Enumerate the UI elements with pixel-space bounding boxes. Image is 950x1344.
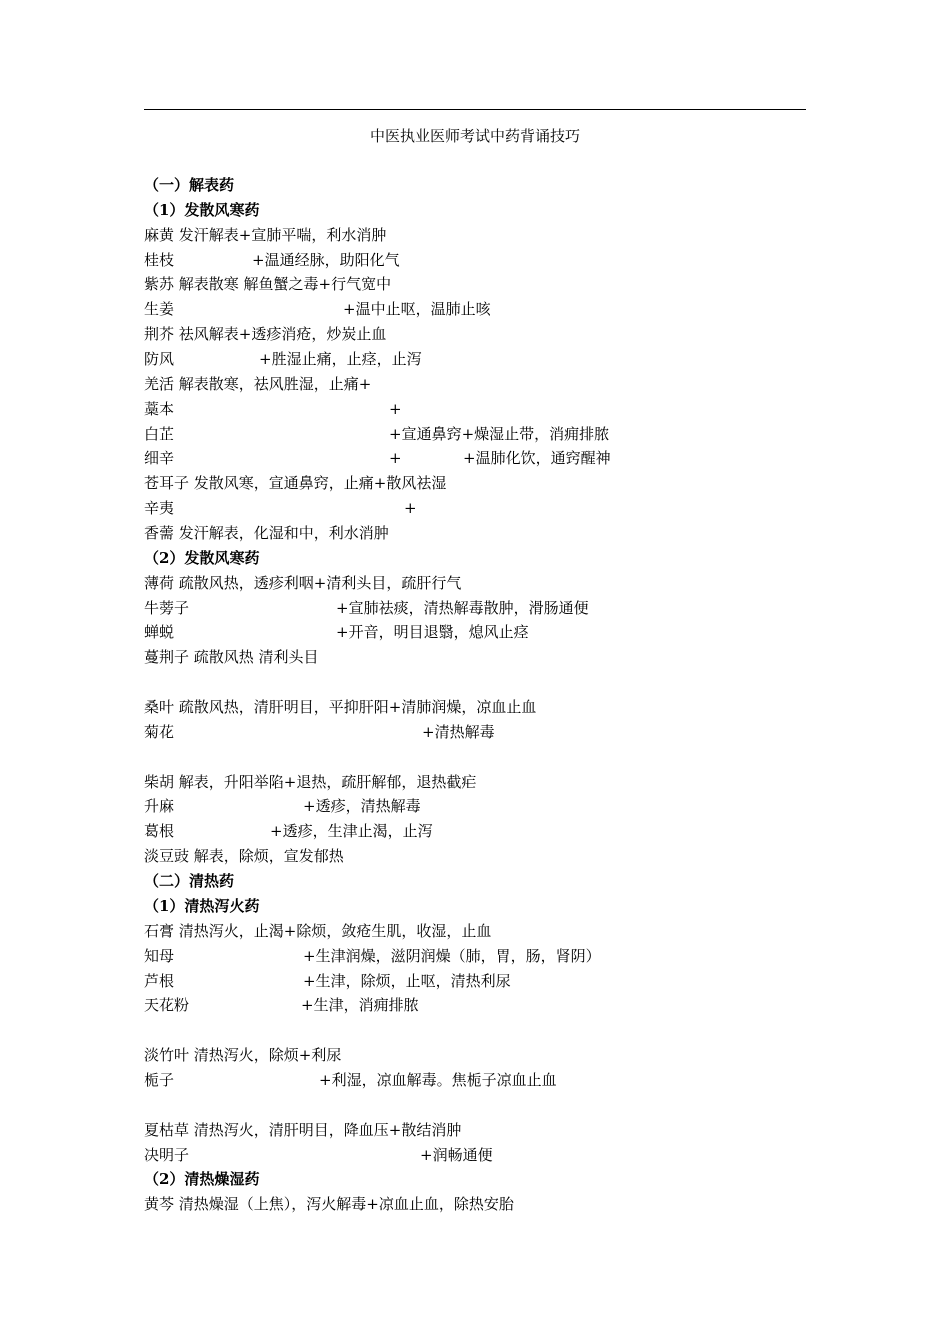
text-line (144, 422, 824, 447)
line-continuation: +透疹，生津止渴，止泻 (270, 822, 433, 841)
line-segment: （2）发散风寒药 (144, 548, 260, 567)
line-continuation: +透疹，清热解毒 (303, 797, 421, 816)
line-segment: 香薷 发汗解表，化湿和中，利水消肿 (144, 524, 389, 543)
text-line (144, 1192, 824, 1217)
line-segment: （1）清热泻火药 (144, 896, 260, 915)
line-segment: 防风 (144, 350, 175, 369)
line-segment: 桂枝 (144, 250, 175, 269)
text-line (144, 993, 824, 1018)
text-line (144, 620, 824, 645)
line-segment: 薄荷 疏散风热，透疹利咽+清利头目，疏肝行气 (144, 573, 462, 592)
line-segment: 白芷 (144, 424, 175, 443)
line-segment: 天花粉 (144, 996, 190, 1015)
line-continuation: + (404, 499, 417, 518)
line-continuation: +温通经脉，助阳化气 (252, 250, 400, 269)
line-continuation: +宣肺祛痰，清热解毒散肿，滑肠通便 (336, 598, 589, 617)
line-continuation: +润畅通便 (420, 1145, 493, 1164)
document-body (144, 173, 824, 1217)
line-segment: 知母 (144, 946, 175, 965)
text-line (144, 1043, 824, 1068)
line-continuation: +温中止呕，温肺止咳 (343, 300, 491, 319)
text-line (144, 919, 824, 944)
line-segment: 苍耳子 发散风寒，宣通鼻窍，止痛+散风祛湿 (144, 474, 447, 493)
line-segment: 石膏 清热泻火，止渴+除烦，敛疮生肌，收湿，止血 (144, 921, 492, 940)
section-heading (144, 869, 824, 894)
line-segment: （二）清热药 (144, 872, 235, 891)
text-line (144, 223, 824, 248)
text-line (144, 496, 824, 521)
line-segment: 藁本 (144, 399, 175, 418)
text-line (144, 1118, 824, 1143)
line-segment: 紫苏 解表散寒 解鱼蟹之毒+行气宽中 (144, 275, 392, 294)
text-line (144, 521, 824, 546)
text-line (144, 372, 824, 397)
line-segment: （2）清热燥湿药 (144, 1170, 260, 1189)
line-continuation: +生津润燥，滋阴润燥（肺，胃，肠，肾阴） (303, 946, 601, 965)
text-line (144, 248, 824, 273)
line-continuation: + (389, 399, 402, 418)
text-line (144, 272, 824, 297)
line-segment: 升麻 (144, 797, 175, 816)
line-continuation: +温肺化饮，通窍醒神 (463, 449, 611, 468)
text-line (144, 297, 824, 322)
line-segment: 荆芥 祛风解表+透疹消疮，炒炭止血 (144, 325, 387, 344)
line-segment: （1）发散风寒药 (144, 200, 260, 219)
line-segment: 淡竹叶 清热泻火，除烦+利尿 (144, 1046, 342, 1065)
text-line (144, 844, 824, 869)
line-continuation: +胜湿止痛，止痉，止泻 (259, 350, 422, 369)
text-line (144, 720, 824, 745)
line-segment: 麻黄 发汗解表+宣肺平喘，利水消肿 (144, 225, 387, 244)
line-segment: 淡豆豉 解表，除烦，宣发郁热 (144, 847, 344, 866)
line-segment: 辛夷 (144, 499, 175, 518)
line-segment: 细辛 (144, 449, 175, 468)
line-segment: 柴胡 解表，升阳举陷+退热，疏肝解郁，退热截疟 (144, 772, 477, 791)
section-heading (144, 198, 824, 223)
text-line (144, 571, 824, 596)
line-segment: 蝉蜕 (144, 623, 175, 642)
text-line (144, 446, 824, 471)
line-segment: 葛根 (144, 822, 175, 841)
line-segment: 夏枯草 清热泻火，清肝明目，降血压+散结消肿 (144, 1120, 462, 1139)
text-line (144, 397, 824, 422)
line-segment: 牛蒡子 (144, 598, 190, 617)
line-segment: 栀子 (144, 1070, 175, 1089)
text-line (144, 944, 824, 969)
text-line (144, 645, 824, 670)
text-line (144, 794, 824, 819)
line-segment: 决明子 (144, 1145, 190, 1164)
line-continuation: +开音，明目退翳，熄风止痉 (336, 623, 529, 642)
header-rule (144, 109, 806, 110)
section-heading (144, 894, 824, 919)
line-segment: 桑叶 疏散风热，清肝明目，平抑肝阳+清肺润燥，凉血止血 (144, 698, 537, 717)
text-line (144, 770, 824, 795)
line-segment: 羌活 解表散寒，祛风胜湿，止痛+ (144, 374, 372, 393)
text-line (144, 347, 824, 372)
text-line (144, 819, 824, 844)
blank-line (144, 670, 824, 695)
section-heading (144, 1167, 824, 1192)
text-line (144, 596, 824, 621)
text-line (144, 322, 824, 347)
section-heading (144, 173, 824, 198)
line-segment: 蔓荆子 疏散风热 清利头目 (144, 648, 319, 667)
text-line (144, 969, 824, 994)
line-continuation: +宣通鼻窍+燥湿止带，消痈排脓 (389, 424, 610, 443)
document-title: 中医执业医师考试中药背诵技巧 (369, 127, 580, 145)
line-continuation: +利湿，凉血解毒。焦栀子凉血止血 (319, 1070, 557, 1089)
line-continuation: +生津，消痈排脓 (301, 996, 419, 1015)
line-segment: 生姜 (144, 300, 175, 319)
section-heading (144, 546, 824, 571)
text-line (144, 695, 824, 720)
text-line (144, 1143, 824, 1168)
blank-line (144, 745, 824, 770)
line-segment: 黄芩 清热燥湿（上焦），泻火解毒+凉血止血，除热安胎 (144, 1195, 514, 1214)
text-line (144, 471, 824, 496)
blank-line (144, 1018, 824, 1043)
text-line (144, 1068, 824, 1093)
line-continuation: + (389, 449, 402, 468)
line-segment: （一）解表药 (144, 176, 235, 194)
line-continuation: +清热解毒 (422, 722, 495, 741)
line-segment: 芦根 (144, 971, 175, 990)
blank-line (144, 1093, 824, 1118)
line-continuation: +生津，除烦，止呕，清热利尿 (303, 971, 511, 990)
line-segment: 菊花 (144, 722, 175, 741)
